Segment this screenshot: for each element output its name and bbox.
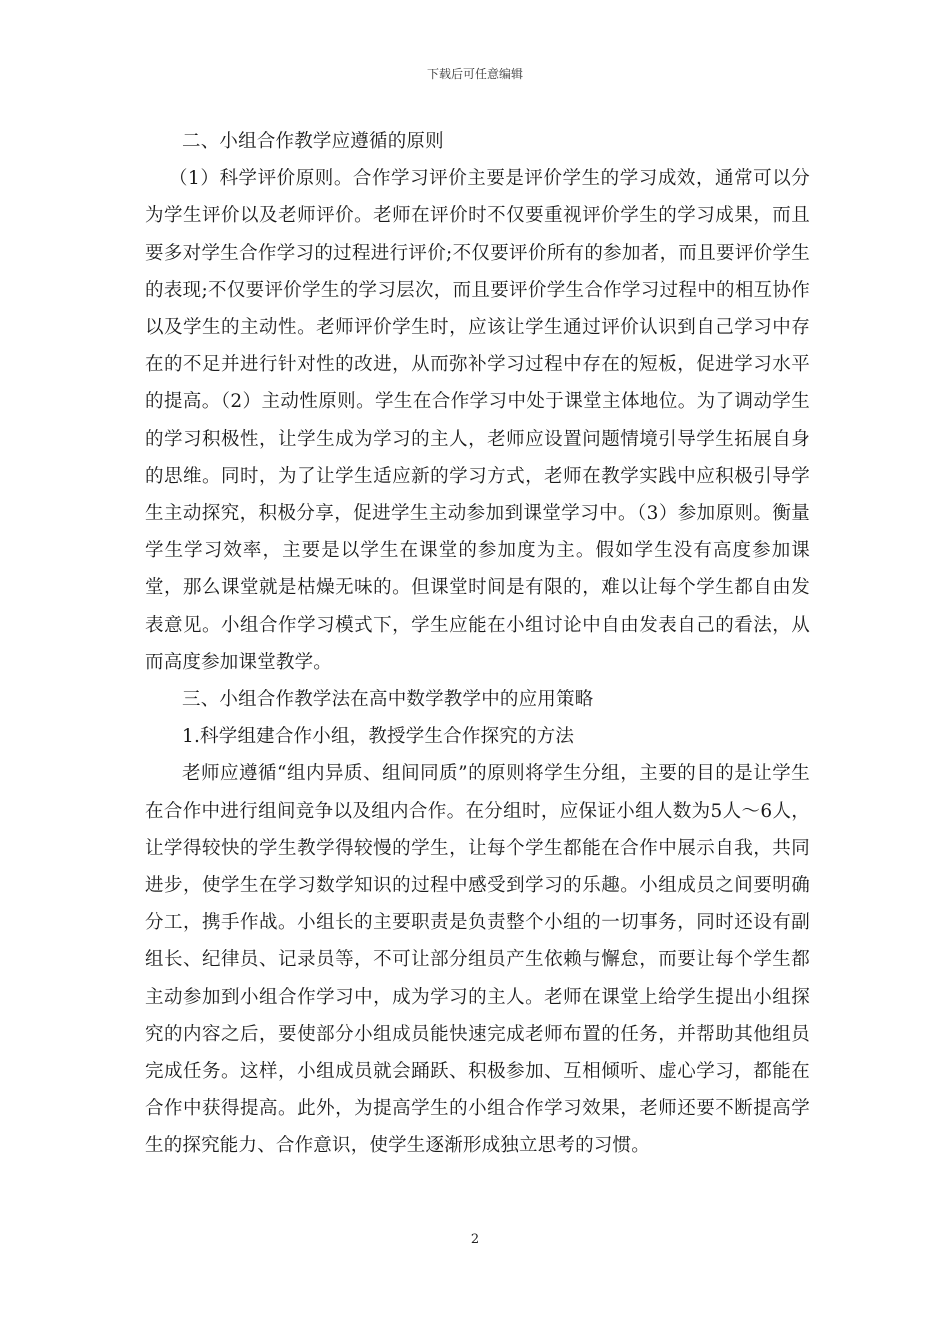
section-heading: 二、小组合作教学应遵循的原则 [182,131,444,152]
paragraph: 老师应遵循“组内异质、组间同质”的原则将学生分组，主要的目的是让学生在合作中进行组间竞争以及组内合作。在分组时，应保证小组人数为5人～6人，让学得较快的学生教学得较慢的学生，让每个学生都能在合作中展示自我，共同进步，使学生在学习数学知识的过程中感受到学习的乐趣。小组成员之间要明确分工，携手作战。小组长的主要职责是负责整个小组的一切事务，同时还设有副组长、纪律员、记录员等，不可让部分组员产生依赖与懈怠，而要让每个学生都主动参加到小组合作学习中，成为学习的主人。老师在课堂上给学生提出小组探究的内容之后，要使部分小组成员能快速完成老师布置的任务，并帮助其他组员完成任务。这样，小组成员就会踊跃、积极参加、互相倾听、虚心学习，都能在合作中获得提高。此外，为提高学生的小组合作学习效果，老师还要不断提高学生的探究能力、合作意识，使学生逐渐形成独立思考的习惯。 [145,763,810,1157]
page-number: 2 [470,1232,480,1247]
document-body [145,123,810,1165]
subsection-heading: 1.科学组建合作小组，教授学生合作探究的方法 [182,726,575,748]
section-heading: 三、小组合作教学法在高中数学教学中的应用策略 [182,689,594,711]
paragraph: （1）科学评价原则。合作学习评价主要是评价学生的学习成效，通常可以分为学生评价以及老师评价。老师在评价时不仅要重视评价学生的学习成果，而且要多对学生合作学习的过程进行评价;不仅要评价所有的参加者，而且要评价学生的表现;不仅要评价学生的学习层次，而且要评价学生合作学习过程中的相互协作以及学生的主动性。老师评价学生时，应该让学生通过评价认识到自己学习中存在的不足并进行针对性的改进，从而弥补学习过程中存在的短板，促进学习水平的提高。（2）主动性原则。学生在合作学习中处于课堂主体地位。为了调动学生的学习积极性，让学生成为学习的主人，老师应设置问题情境引导学生拓展自身的思维。同时，为了让学生适应新的学习方式，老师在教学实践中应积极引导学生主动探究，积极分享，促进学生主动参加到课堂学习中。（3）参加原则。衡量学生学习效率，主要是以学生在课堂的参加度为主。假如学生没有高度参加课堂，那么课堂就是枯燥无味的。但课堂时间是有限的，难以让每个学生都自由发表意见。小组合作学习模式下，学生应能在小组讨论中自由发表自己的看法，从而高度参加课堂教学。 [145,168,810,673]
header-note: 下载后可任意编辑 [426,67,523,81]
